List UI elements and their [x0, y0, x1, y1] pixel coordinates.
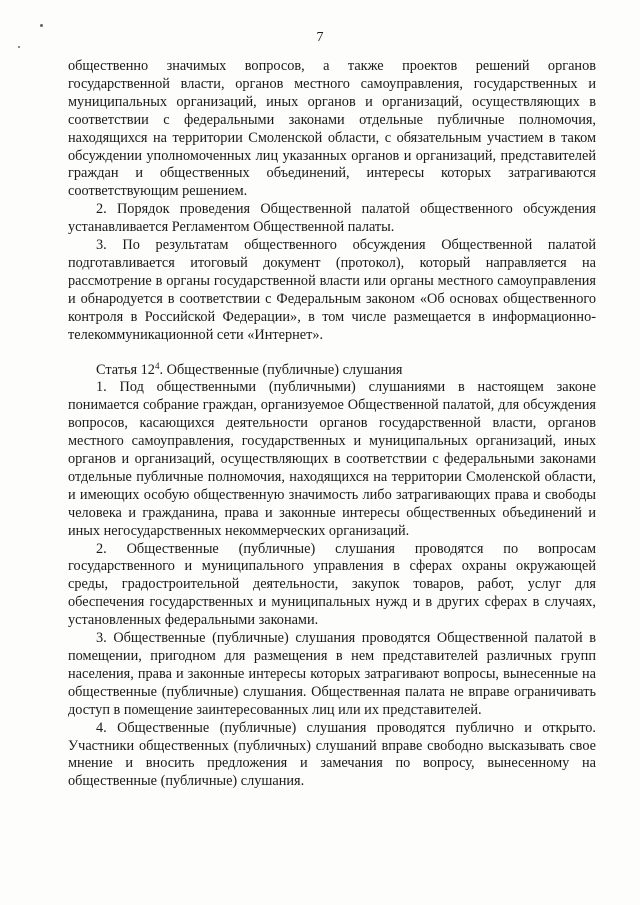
scan-speck	[18, 46, 20, 48]
article-paragraph-2: 2. Общественные (публичные) слушания проводятся по вопросам государственного и муниципального управления в сферах охраны окружающей среды, градостроительной деятельности, закупок товаров, работ, услуг для обеспечения государственных и муниципальных нужд и в других сферах в случаях, установленных федеральными законами.	[68, 540, 596, 629]
article-paragraph-4: 4. Общественные (публичные) слушания проводятся публично и открыто. Участники общественных (публичных) слушаний вправе свободно высказывать свое мнение и вносить предложения и замечания по вопросу, вынесенному на общественные (публичные) слушания.	[68, 719, 596, 790]
page-number: 7	[316, 30, 324, 45]
paragraph-2: 2. Порядок проведения Общественной палатой общественного обсуждения устанавливается Регламентом Общественной палаты.	[68, 201, 596, 236]
paragraph-continued: общественно значимых вопросов, а также проектов решений органов государственной власти, органов местного самоуправления, государственных и муниципальных организаций, иных органов и организаций, осуществляющих в соответствии с федеральными законами отдельные публичные полномочия, находящихся на территории Смоленской области, с обязательным участием в таком обсуждении уполномоченных лиц указанных органов и организаций, представителей граждан и общественных объединений, интересы которых затрагиваются соответствующим решением.	[68, 58, 596, 200]
article-superscript: 4	[154, 360, 160, 371]
paragraph-3: 3. По результатам общественного обсуждения Общественной палатой подготавливается итоговый документ (протокол), который направляется на рассмотрение в органы государственной власти или органы местного самоуправления и обнародуется в соответствии с Федеральным законом «Об основах общественного контроля в Российской Федерации», в том числе размещается в информационно-телекоммуникационной сети «Интернет».	[68, 237, 596, 343]
article-paragraph-3: 3. Общественные (публичные) слушания проводятся Общественной палатой в помещении, пригодном для размещения в нем представителей различных групп населения, права и законные интересы которых затрагивают вопросы, вынесенные на общественные (публичные) слушания. Общественная палата не вправе ограничивать доступ в помещение заинтересованных лиц или их представителей.	[68, 630, 596, 718]
document-body	[68, 58, 596, 791]
article-prefix: Статья 12	[96, 361, 155, 378]
article-paragraph-1: 1. Под общественными (публичными) слушаниями в настоящем законе понимается собрание граждан, организуемое Общественной палатой, для обсуждения вопросов, касающихся деятельности органов государственной власти, органов местного самоуправления, государственных и муниципальных организаций, иных органов и организаций, осуществляющих в соответствии с федеральными законами отдельные публичные полномочия, находящихся на территории Смоленской области, и имеющих особую общественную значимость либо затрагивающих права и свободы человека и гражданина, права и законные интересы общественных объединений и иных негосударственных некоммерческих организаций.	[68, 379, 596, 539]
article-title: . Общественные (публичные) слушания	[159, 361, 403, 378]
scan-speck	[40, 24, 43, 27]
article-heading	[68, 362, 596, 380]
